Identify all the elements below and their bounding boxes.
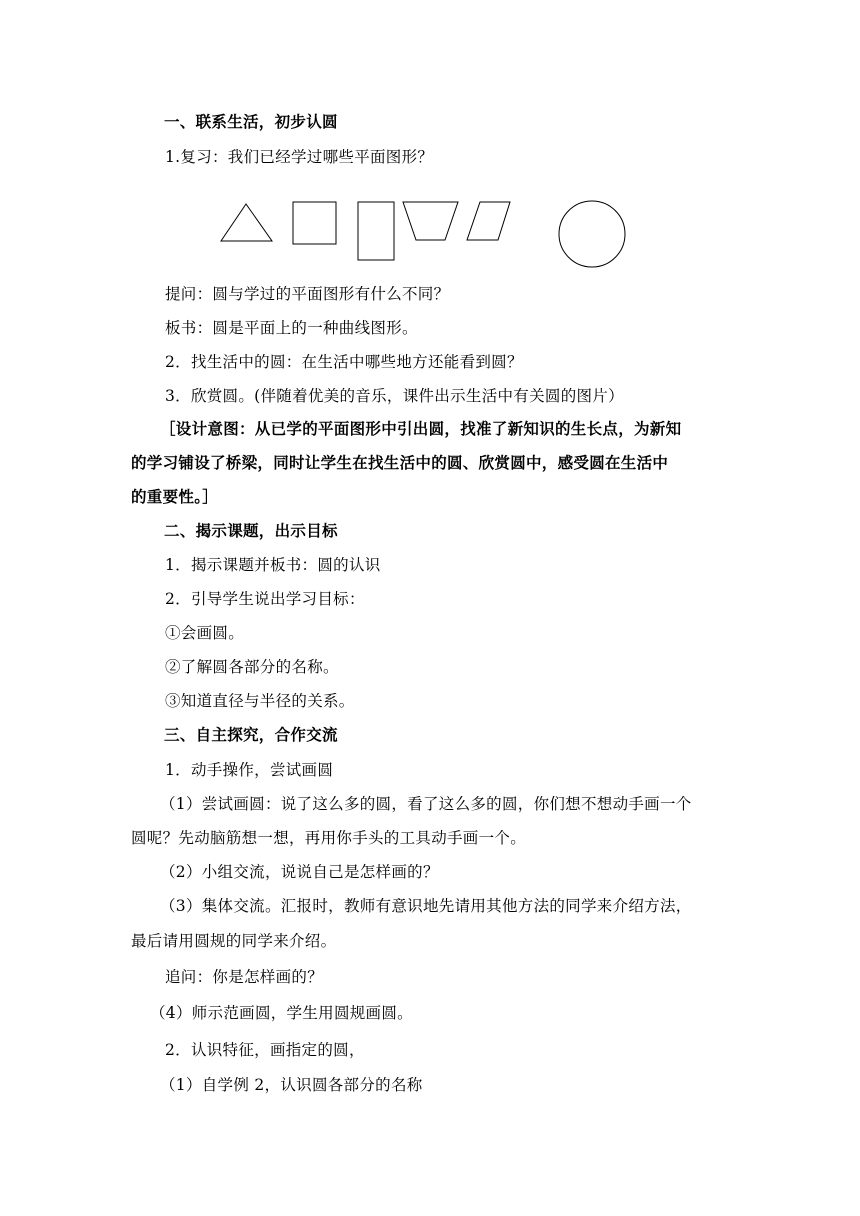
text-line: 3．欣赏圆。(伴随着优美的音乐，课件出示生活中有关圆的图片）	[165, 387, 624, 405]
parallelogram-shape	[467, 202, 510, 240]
section-heading-3: 三、自主探究，合作交流	[164, 726, 338, 744]
text-line: 1．动手操作，尝试画圆	[165, 761, 334, 779]
text-line: （1）尝试画圆：说了这么多的圆，看了这么多的圆，你们想不想动手画一个	[160, 795, 692, 813]
text-line: 提问：圆与学过的平面图形有什么不同？	[165, 285, 450, 303]
triangle-shape	[221, 204, 272, 241]
trapezoid-shape	[403, 202, 458, 240]
section-heading-1: 一、联系生活，初步认圆	[164, 113, 338, 131]
square-shape	[293, 202, 336, 244]
text-line: （4）师示范画圆，学生用圆规画圆。	[150, 1004, 413, 1022]
text-line: 2．找生活中的圆：在生活中哪些地方还能看到圆？	[165, 353, 523, 371]
rectangle-shape	[358, 202, 394, 260]
text-line: 最后请用圆规的同学来介绍。	[131, 932, 337, 950]
section-heading-2: 二、揭示课题，出示目标	[164, 522, 338, 540]
design-intent-line: 的学习铺设了桥梁，同时让学生在找生活中的圆、欣赏圆中，感受圆在生活中	[131, 454, 669, 472]
text-line: 2．认识特征，画指定的圆，	[165, 1041, 365, 1059]
text-line: 1.复习：我们已经学过哪些平面图形？	[165, 148, 434, 166]
text-line: ③知道直径与半径的关系。	[165, 692, 355, 710]
text-line: ②了解圆各部分的名称。	[165, 658, 339, 676]
design-intent-line: ［设计意图：从已学的平面图形中引出圆，找准了新知识的生长点，为新知	[160, 420, 682, 438]
text-line: （2）小组交流，说说自己是怎样画的？	[160, 863, 439, 881]
text-line: 板书：圆是平面上的一种曲线图形。	[165, 319, 418, 337]
text-line: （1）自学例 2，认识圆各部分的名称	[160, 1076, 423, 1094]
design-intent-line: 的重要性。］	[131, 488, 219, 506]
text-line: 2．引导学生说出学习目标：	[165, 590, 365, 608]
text-line: （3）集体交流。汇报时，教师有意识地先请用其他方法的同学来介绍方法，	[160, 897, 692, 915]
text-line: ①会画圆。	[165, 624, 245, 642]
text-line: 圆呢？先动脑筋想一想，再用你手头的工具动手画一个。	[131, 829, 527, 847]
circle-shape	[559, 201, 625, 267]
text-line: 1．揭示课题并板书：圆的认识	[165, 556, 381, 574]
text-line: 追问：你是怎样画的？	[165, 968, 324, 986]
